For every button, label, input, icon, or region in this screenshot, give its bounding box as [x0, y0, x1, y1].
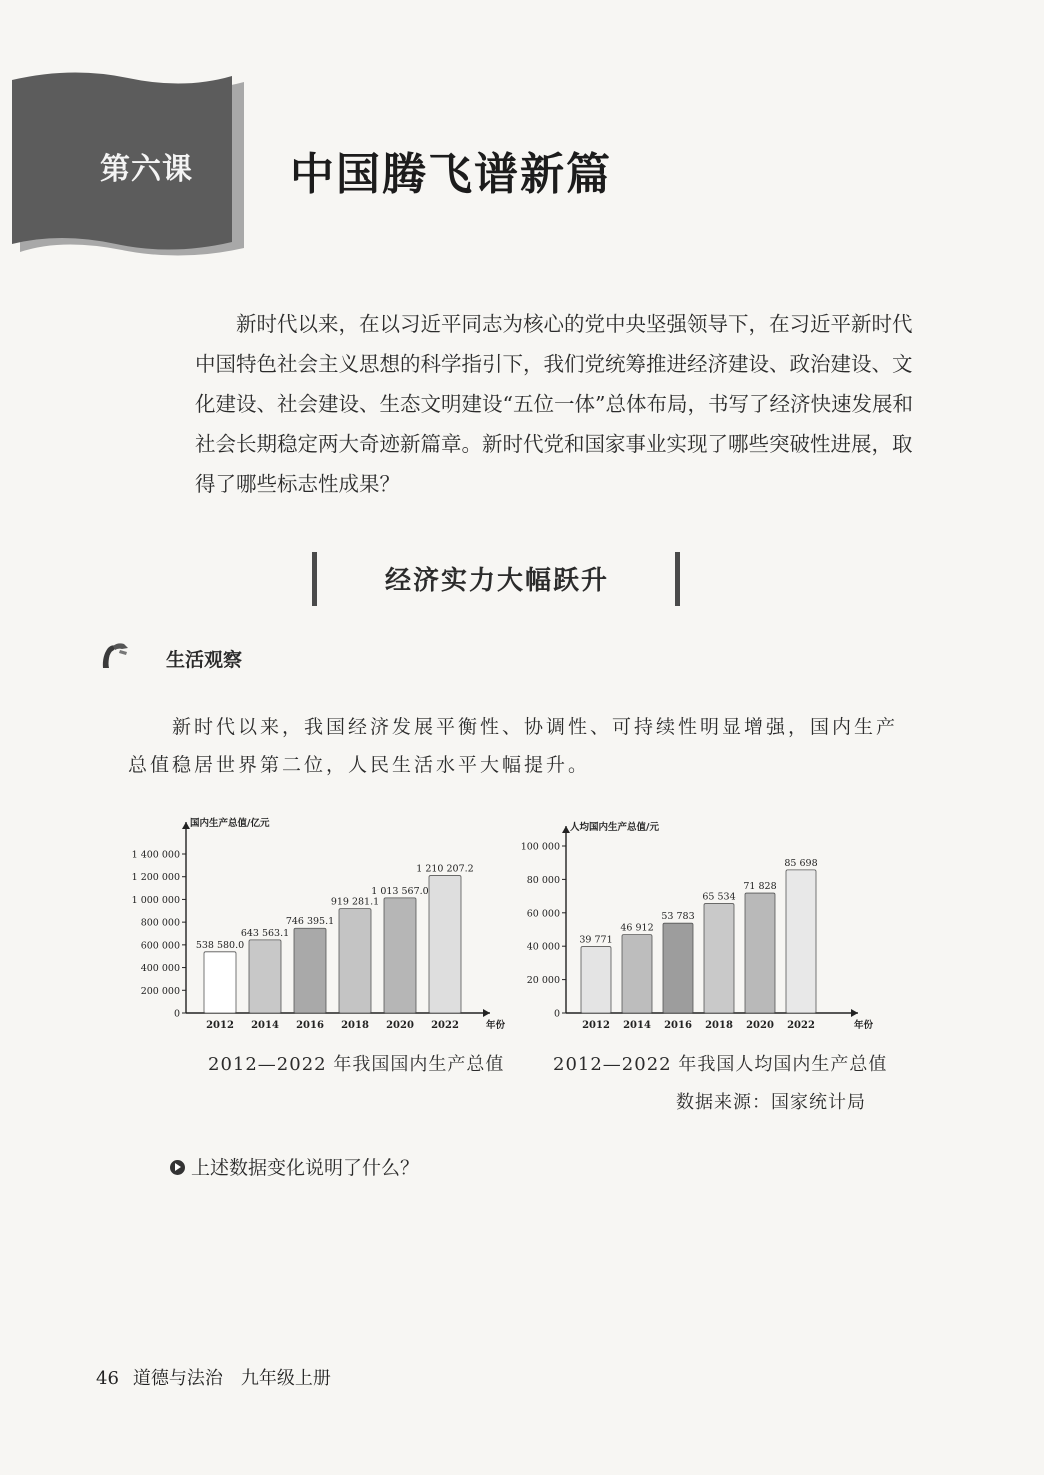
y-tick-label: 1 200 000 [131, 872, 180, 884]
play-bullet-icon [170, 1160, 185, 1175]
bar-value-label: 65 534 [702, 891, 736, 903]
observation-text: 新时代以来，我国经济发展平衡性、协调性、可持续性明显增强，国内生产总值稳居世界第二位，人民生活水平大幅提升。 [128, 716, 899, 776]
page-footer [96, 1364, 331, 1390]
section-bar-left [312, 552, 317, 606]
bar [786, 870, 816, 1013]
y-tick-label: 80 000 [526, 874, 560, 886]
bar-value-label: 746 395.1 [285, 916, 335, 928]
y-tick-label: 400 000 [140, 963, 180, 975]
bar [204, 952, 236, 1013]
observation-label: 生活观察 [166, 649, 243, 671]
page-number: 46 [96, 1368, 119, 1389]
bar [622, 935, 652, 1013]
gdp-chart [130, 816, 506, 1040]
bar-value-label: 53 783 [661, 911, 695, 923]
x-tick-label: 2012 [206, 1020, 234, 1031]
y-tick-label: 20 000 [526, 975, 560, 987]
x-tick-label: 2020 [386, 1020, 414, 1031]
hand-pointer-icon [100, 640, 130, 674]
y-tick-label: 0 [173, 1008, 180, 1020]
book-title: 道德与法治 九年级上册 [132, 1368, 331, 1389]
bar [704, 904, 734, 1013]
bar [429, 876, 461, 1013]
x-axis-label: 年份 [854, 1020, 874, 1031]
y-axis-arrow [562, 826, 570, 833]
y-axis-label: 人均国内生产总值/元 [570, 822, 659, 833]
x-tick-label: 2016 [664, 1020, 692, 1031]
x-axis-arrow [483, 1009, 490, 1017]
per-capita-gdp-chart-caption: 2012—2022 年我国人均国内生产总值 [553, 1054, 888, 1075]
x-tick-label: 2022 [431, 1020, 459, 1031]
x-tick-label: 2012 [582, 1020, 610, 1031]
y-tick-label: 200 000 [140, 985, 180, 997]
bar [745, 893, 775, 1013]
per-capita-gdp-chart-svg [510, 816, 874, 1040]
y-axis-label: 国内生产总值/亿元 [190, 818, 270, 829]
section-bar-right [675, 552, 680, 606]
bar-value-label: 919 281.1 [330, 896, 380, 908]
per-capita-gdp-chart [510, 816, 874, 1040]
y-tick-label: 40 000 [526, 941, 560, 953]
y-tick-label: 1 000 000 [131, 894, 180, 906]
bar [384, 898, 416, 1013]
x-axis-arrow [851, 1009, 858, 1017]
bar [581, 947, 611, 1013]
lesson-number: 第六课 [100, 152, 193, 187]
gdp-chart-svg [130, 816, 506, 1040]
y-tick-label: 100 000 [520, 841, 560, 853]
y-tick-label: 800 000 [140, 917, 180, 929]
x-tick-label: 2018 [341, 1020, 369, 1031]
data-source: 数据来源：国家统计局 [676, 1092, 866, 1113]
x-tick-label: 2022 [787, 1020, 815, 1031]
bar-value-label: 46 912 [620, 922, 654, 934]
bar [339, 909, 371, 1013]
gdp-chart-caption: 2012—2022 年我国国内生产总值 [208, 1054, 505, 1075]
y-tick-label: 60 000 [526, 908, 560, 920]
lesson-title: 中国腾飞谱新篇 [290, 149, 612, 200]
x-tick-label: 2014 [623, 1020, 651, 1031]
y-tick-label: 0 [553, 1008, 560, 1020]
section-title: 经济实力大幅跃升 [384, 566, 609, 596]
bar-value-label: 1 210 207.2 [416, 863, 474, 875]
question-text: 上述数据变化说明了什么？ [191, 1157, 420, 1179]
bar-value-label: 1 013 567.0 [371, 885, 429, 897]
x-tick-label: 2020 [746, 1020, 774, 1031]
bar [294, 928, 326, 1013]
y-axis-arrow [182, 822, 190, 829]
bar-value-label: 643 563.1 [240, 927, 290, 939]
x-tick-label: 2018 [705, 1020, 733, 1031]
bar-value-label: 538 580.0 [195, 939, 245, 951]
y-tick-label: 1 400 000 [131, 849, 180, 861]
intro-paragraph: 新时代以来，在以习近平同志为核心的党中央坚强领导下，在习近平新时代中国特色社会主义思想的科学指引下，我们党统筹推进经济建设、政治建设、文化建设、社会建设、生态文明建设“五位一体”总体布局，书写了经济快速发展和社会长期稳定两大奇迹新篇章。新时代党和国家事业实现了哪些突破性进展，取得了哪些标志性成果？ [195, 312, 913, 496]
bar [249, 940, 281, 1013]
bar-value-label: 39 771 [579, 934, 613, 946]
x-axis-label: 年份 [486, 1020, 506, 1031]
x-tick-label: 2014 [251, 1020, 279, 1031]
bar-value-label: 71 828 [743, 881, 777, 893]
bar-value-label: 85 698 [784, 857, 818, 869]
y-tick-label: 600 000 [140, 940, 180, 952]
bar [663, 923, 693, 1013]
x-tick-label: 2016 [296, 1020, 324, 1031]
discussion-question [170, 1153, 419, 1180]
